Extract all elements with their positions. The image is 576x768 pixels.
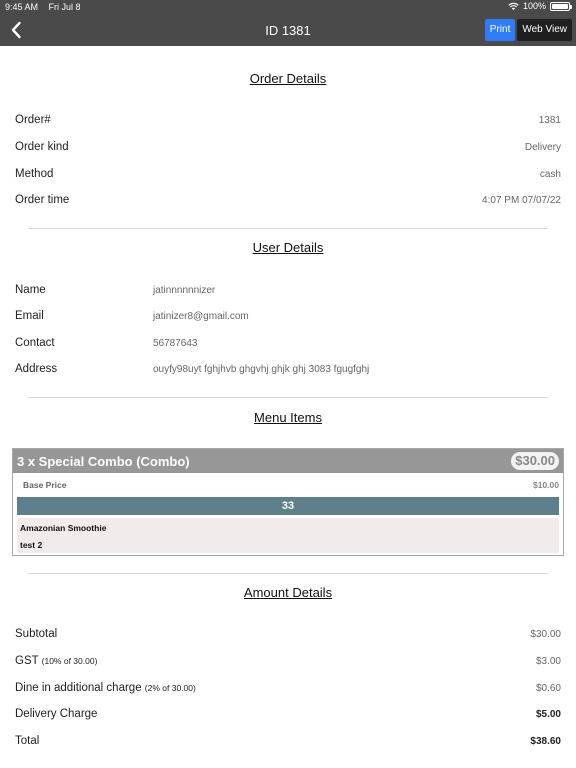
- menu-item-header: [13, 449, 563, 473]
- order-kind-row: [15, 141, 561, 157]
- method-row: [15, 168, 561, 184]
- name-value: jatinnnnnnizer: [153, 285, 216, 296]
- menu-item-price: $30.00: [511, 452, 559, 470]
- divider: [29, 228, 547, 229]
- quantity-bar: 33: [17, 497, 559, 515]
- wifi-icon: [508, 2, 519, 11]
- delivery-charge-row: [15, 708, 561, 724]
- addons-list: [17, 518, 559, 553]
- delivery-charge-label: Delivery Charge: [15, 708, 98, 720]
- status-bar: [0, 0, 576, 14]
- menu-item-card: [12, 448, 564, 556]
- print-button[interactable]: Print: [485, 19, 516, 41]
- base-price-row: [13, 473, 563, 495]
- order-time-row: [15, 194, 561, 210]
- battery-percent: 100%: [522, 1, 546, 11]
- contact-label: Contact: [15, 337, 55, 349]
- page-title: ID 1381: [265, 23, 311, 38]
- email-label: Email: [15, 310, 44, 322]
- addon-item: test 2: [20, 540, 43, 550]
- name-row: [15, 284, 561, 300]
- gst-note: (10% of 30.00): [41, 656, 98, 666]
- order-number-row: [15, 114, 561, 130]
- dine-in-charge-value: $0.60: [535, 683, 561, 694]
- name-label: Name: [15, 284, 46, 296]
- email-value: jatinizer8@gmail.com: [153, 311, 249, 322]
- subtotal-row: [15, 628, 561, 644]
- method-label: Method: [15, 168, 54, 180]
- gst-row: [15, 655, 561, 671]
- dine-in-charge-label: Dine in additional charge: [15, 682, 142, 694]
- order-details-title: Order Details: [249, 71, 327, 86]
- base-price-label: Base Price: [23, 480, 67, 490]
- amount-details-title: Amount Details: [243, 585, 333, 600]
- user-details-title: User Details: [252, 240, 324, 255]
- gst-label: GST: [15, 655, 39, 667]
- status-time: 9:45 AM: [5, 2, 39, 12]
- base-price-value: $10.00: [533, 480, 559, 490]
- order-number-label: Order#: [15, 114, 51, 126]
- delivery-charge-value: $5.00: [535, 709, 561, 720]
- order-kind-value: Delivery: [524, 142, 561, 153]
- battery-icon: [550, 2, 570, 11]
- menu-item-name: 3 x Special Combo (Combo): [17, 454, 190, 469]
- navigation-bar: [0, 14, 576, 46]
- order-kind-label: Order kind: [15, 141, 69, 153]
- gst-value: $3.00: [535, 656, 561, 667]
- divider: [29, 573, 547, 574]
- total-row: [15, 735, 561, 751]
- email-row: [15, 310, 561, 326]
- order-time-value: 4:07 PM 07/07/22: [482, 195, 561, 206]
- web-view-button[interactable]: Web View: [517, 19, 572, 41]
- order-time-label: Order time: [15, 194, 70, 206]
- subtotal-label: Subtotal: [15, 628, 58, 640]
- method-value: cash: [539, 169, 561, 180]
- contact-value: 56787643: [153, 338, 198, 349]
- contact-row: [15, 337, 561, 353]
- menu-items-title: Menu Items: [254, 410, 322, 425]
- dine-in-charge-note: (2% of 30.00): [144, 683, 196, 693]
- total-label: Total: [15, 735, 40, 747]
- total-value: $38.60: [530, 736, 561, 747]
- addon-item: Amazonian Smoothie: [20, 523, 107, 533]
- address-label: Address: [15, 363, 58, 375]
- order-number-value: 1381: [538, 115, 561, 126]
- status-date: Fri Jul 8: [48, 2, 81, 12]
- dine-in-charge-row: [15, 682, 561, 698]
- address-row: [15, 363, 561, 379]
- address-value: ouyfy98uyt fghjhvb ghgvhj ghjk ghj 3083 fgugfghj: [153, 364, 370, 375]
- divider: [29, 397, 547, 398]
- subtotal-value: $30.00: [530, 629, 561, 640]
